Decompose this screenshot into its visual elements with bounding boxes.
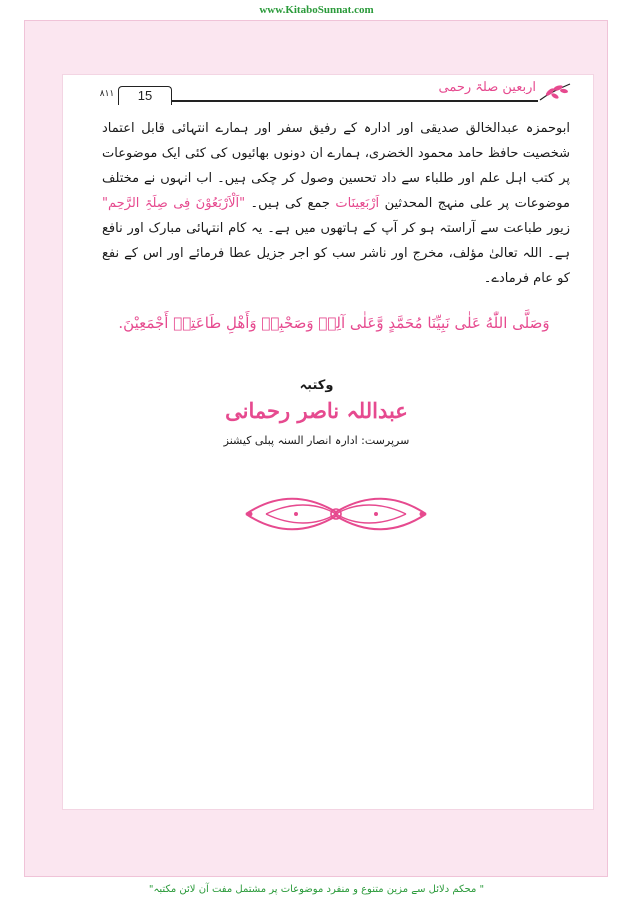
author-signature: عبداللہ ناصر رحمانی — [225, 398, 408, 423]
header-rule — [172, 100, 538, 102]
body-text-part2: جمع کی ہیں۔ — [250, 196, 330, 211]
body-text-part3: زیور طباعت سے آراستہ ہو کر آپ کے ہاتھوں میں ہے۔ یہ کام انتہائی مبارک اور نافع ہے۔ اللہ تعالیٰ مؤلف، مخرج اور ناشر سب کو اجر جزیل عطا فرمائے اور اس کے نفع کو عام فرمادے۔ — [102, 221, 570, 286]
header-ornament-text: ۸۱۱ — [99, 89, 115, 99]
arbaeenat-term: اَرْبَعِینَات — [335, 196, 380, 211]
patron-line: سرپرست: ادارہ انصار السنہ پبلی کیشنز — [223, 434, 410, 447]
footer-library-tagline: " محکم دلائل سے مزین متنوع و منفرد موضوعات پر مشتمل مفت آن لائن مکتبہ" — [148, 884, 485, 895]
floral-flourish-icon — [236, 490, 436, 536]
closing-wa-katabahu: وکتبہ — [299, 378, 334, 393]
body-text-part1: ابوحمزہ عبدالخالق صدیقی اور ادارہ کے رفیق سفر اور ہمارے انتہائی قابل اعتماد شخصیت حافظ حامد محمود الخضری، ہمارے ان دونوں بھائیوں کی کئی ایک موضوعات پر کتب اہل علم اور طلباء سے داد تحسین وصول کر چکی ہیں۔ اب انہوں نے مختلف موضوعات پر علی منہج المحدثین — [102, 121, 570, 211]
running-header — [96, 80, 576, 108]
running-title: اربعین صلۃ رحمی — [438, 80, 536, 95]
page-number: 15 — [118, 86, 172, 105]
site-url[interactable]: www.KitaboSunnat.com — [259, 4, 374, 16]
body-paragraph — [102, 116, 570, 291]
salawat-line: وَصَلَّى اللّٰهُ عَلٰى نَبِيِّنَا مُحَمَّدٍ وَّعَلٰى آلِهٖ وَصَحْبِهٖ وَأَهْلِ طَاعَتِهٖ أَجْمَعِيْنَ. — [118, 314, 550, 332]
book-title: "اَلْاَرْبَعُوْنَ فِی صِلَۃِ الرَّحِم" — [102, 196, 246, 211]
leaf-ornament-icon — [538, 80, 572, 104]
